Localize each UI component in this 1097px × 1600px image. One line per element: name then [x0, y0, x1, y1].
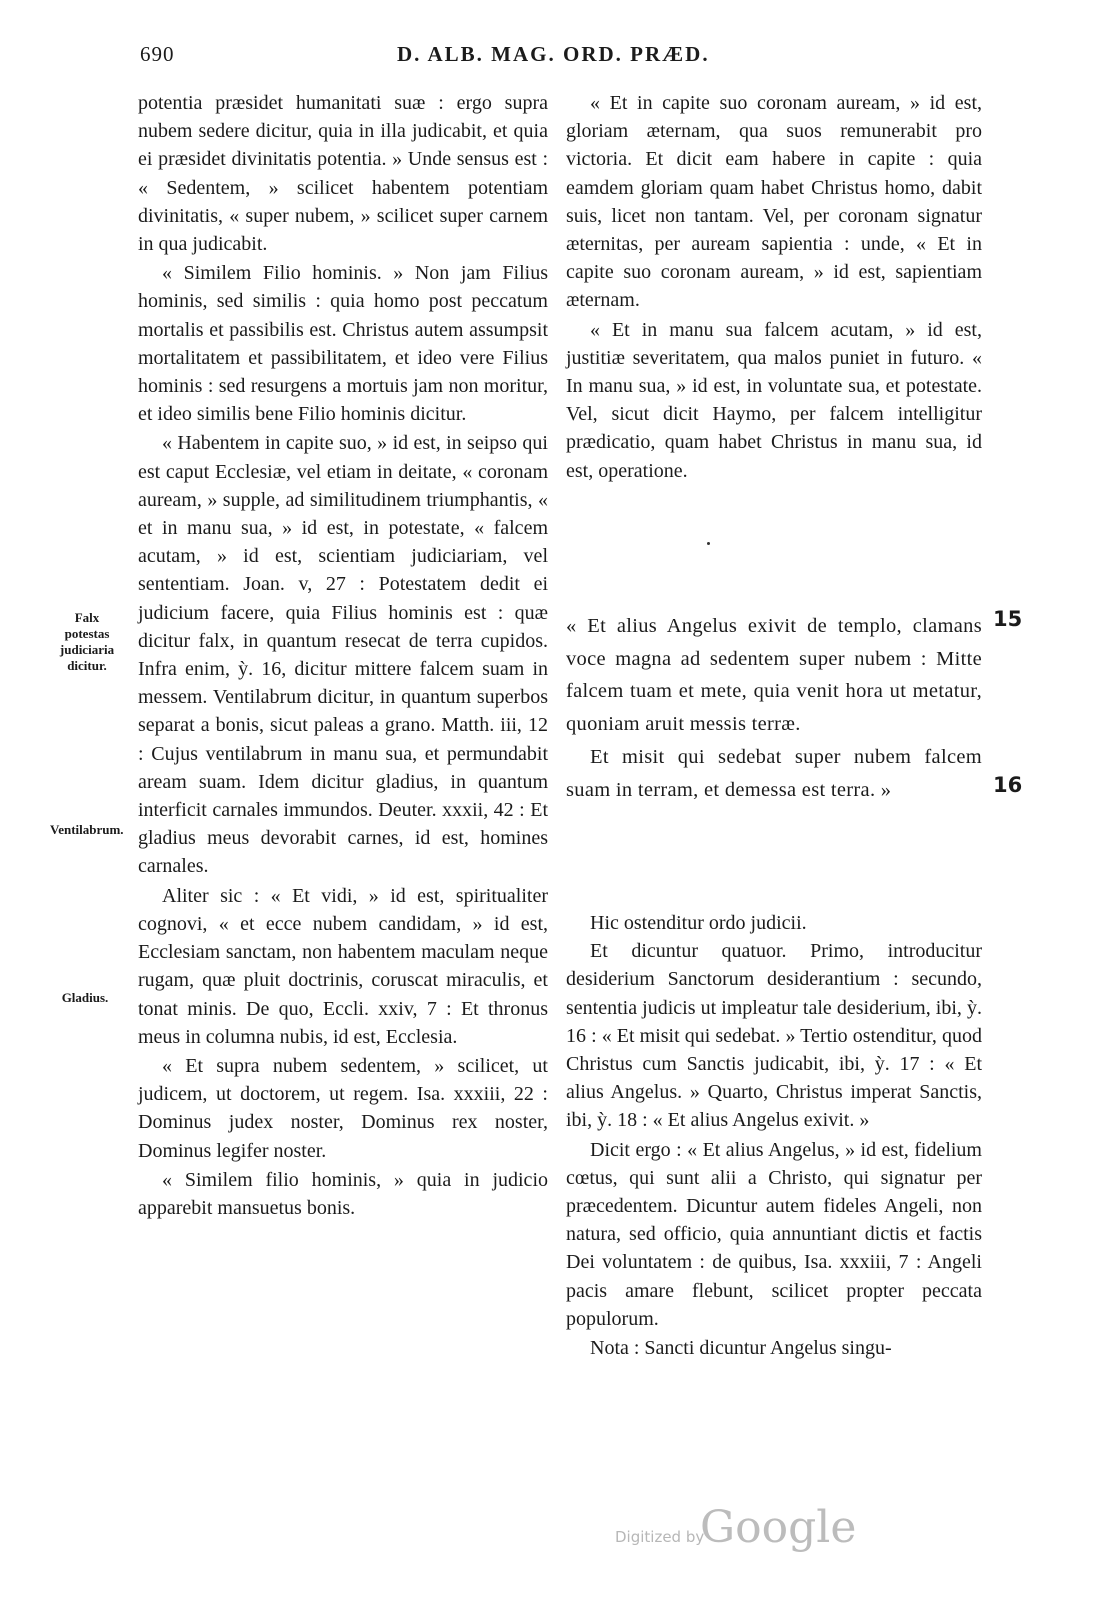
margin-note-gladius: Gladius. — [61, 990, 109, 1005]
verse-number-16: 16 — [993, 773, 1023, 797]
paragraph: Et dicuntur quatuor. Primo, introducitur desiderium Sanctorum desiderantium : secundo, sententia judicis ut impleatur tale desiderium, ibi, ỳ. 16 : « Et misit qui sedebat. » Tertio ostenditur, quod Christus cum Sanctis judicabit, ibi, ỳ. 17 : « Et alius Angelus. » Quarto, Christus imperat Sanctis, ibi, ỳ. 18 : « Et alius Angelus exivit. » — [566, 940, 982, 1132]
paragraph: Hic ostenditur ordo judicii. — [590, 912, 807, 934]
digitized-by-label: Digitized by — [615, 1528, 705, 1546]
paragraph: Dicit ergo : « Et alius Angelus, » id est, fidelium cœtus, qui sunt alii a Christo, qui signatur per præcedentem. Dicuntur autem fideles Angeli, non natura, sed officio, quia annuntiant dictis et factis Dei voluntatem : de quibus, Isa. xxxiii, 7 : Angeli pacis amare flebunt, scilicet propter peccata populorum. — [566, 1138, 982, 1330]
right-column-bottom — [566, 909, 982, 1362]
ink-dot — [707, 542, 710, 545]
paragraph: « Et supra nubem sedentem, » scilicet, ut judicem, ut doctorem, ut regem. Isa. xxxiii, 22 : Dominus judex noster, Dominus rex noster, Dominus legifer noster. — [138, 1054, 548, 1162]
paragraph: « Et in capite suo coronam auream, » id est, gloriam æternam, qua suos remunerabit pro victoria. Et dicit eam habere in capite : quia eamdem gloriam quam habet Christus homo, dabit suis, licet non tantam. Vel, per coronam signatur æternitas, per auream sapientia : unde, « Et in capite suo coronam auream, » id est, sapientiam æternam. — [566, 92, 982, 312]
paragraph: « Similem Filio hominis. » Non jam Filius hominis, sed similis : quia homo post peccatum mortalis et passibilis est. Christus autem assumpsit mortalitatem et passibilitatem, et ideo vere Filius hominis : sed resurgens a mortuis jam non moritur, et ideo similis bene Filio hominis dicitur. — [138, 262, 548, 426]
verse-15: « Et alius Angelus exivit de templo, clamans voce magna ad sedentem super nubem : Mitte falcem tuam et mete, quia venit hora ut metatur, quoniam aruit messis terræ. — [566, 615, 982, 735]
paragraph: « Similem filio hominis, » quia in judicio apparebit mansuetus bonis. — [138, 1168, 548, 1219]
paragraph: « Habentem in capite suo, » id est, in seipso qui est caput Ecclesiæ, vel etiam in deitate, « coronam auream, » supple, ad similitudinem triumphantis, « et in manu sua, » id est, in potestate, « falcem acutam, » id est, scientiam judiciariam, vel sententiam. Joan. v, 27 : Potestatem dedit ei judicium facere, quia Filius hominis est : quæ dicitur falx, in quantum resecat de terra cupidos. Infra enim, ỳ. 16, dicitur mittere falcem suam in messem. Ventilabrum dicitur, in quantum superbos separat a bonis, sicut paleas a grano. Matth. iii, 12 : Cujus ventilabrum in manu sua, et permundabit aream suam. Idem dicitur gladius, in quantum interficit carnales immundos. Deuter. xxxii, 42 : Et gladius meus devorabit carnes, id est, homines carnales. — [138, 432, 548, 878]
left-column — [138, 89, 548, 1222]
margin-note-ventilabrum: Ventilabrum. — [50, 822, 124, 837]
page-number: 690 — [140, 42, 175, 66]
paragraph: Nota : Sancti dicuntur Angelus singu- — [590, 1337, 892, 1360]
running-head: D. ALB. MAG. ORD. PRÆD. — [397, 42, 710, 66]
verse-16: Et misit qui sedebat super nubem falcem suam in terram, et demessa est terra. » — [566, 746, 982, 801]
margin-note-falx: Falx potestas judiciaria dicitur. — [59, 610, 115, 673]
verse-number-15: 15 — [993, 607, 1023, 631]
scripture-text — [566, 610, 982, 806]
paragraph: Aliter sic : « Et vidi, » id est, spiritualiter cognovi, « et ecce nubem candidam, » id est, Ecclesiam sanctam, non habentem maculam neque rugam, quæ pluit doctrinis, coruscat miraculis, et tonat minis. De quo, Eccli. xxiv, 7 : Et thronus meus in columna nubis, id est, Ecclesia. — [138, 884, 548, 1048]
paragraph: potentia præsidet humanitati suæ : ergo supra nubem sedere dicitur, quia in illa judicabit, et quia ei præsidet divinitatis potentia. » Unde sensus est : « Sedentem, » scilicet habentem potentiam divinitatis, « super nubem, » scilicet super carnem in qua judicabit. — [138, 92, 548, 256]
right-column-top — [566, 89, 982, 485]
google-logo: Google — [700, 1502, 857, 1553]
paragraph: « Et in manu sua falcem acutam, » id est, justitiæ severitatem, qua malos puniet in futuro. « In manu sua, » id est, in voluntate sua, et potestate. Vel, sicut dicit Haymo, per falcem intelligitur prædicatio, quam habet Christus in manu sua, id est, operatione. — [566, 318, 982, 482]
